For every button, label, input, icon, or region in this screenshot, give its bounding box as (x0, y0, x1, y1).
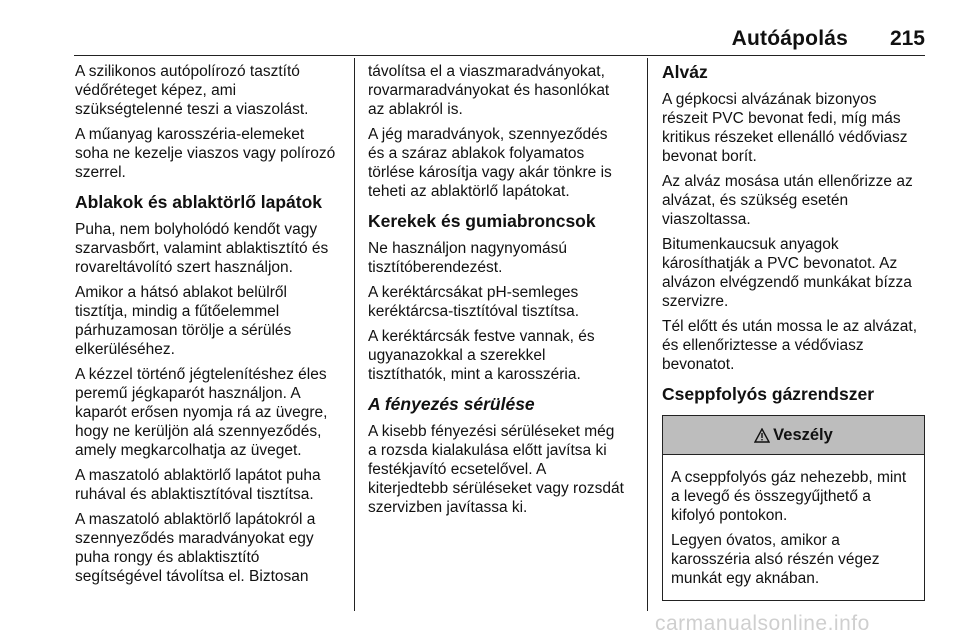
danger-box-body (663, 455, 924, 600)
warning-triangle-icon (754, 428, 770, 443)
paragraph: Az alváz mosása után ellenőrizze az alvázat, és szükség esetén viaszoltassa. (662, 173, 913, 228)
section-heading-windows: Ablakok és ablaktörlő lapátok (75, 192, 323, 212)
paragraph: A műanyag karosszéria-elemeket soha ne kezelje viaszos vagy polírozó szerrel. (75, 126, 336, 181)
column-divider (647, 58, 648, 611)
paragraph: A szilikonos autópolírozó tasztító védőréteget képez, ami szükségtelenné teszi a viaszolást. (75, 63, 309, 118)
page-number: 215 (889, 27, 925, 50)
section-heading-wheels: Kerekek és gumiabroncsok (368, 211, 596, 231)
column-divider (354, 58, 355, 611)
paragraph: Puha, nem bolyholódó kendőt vagy szarvasbőrt, valamint ablaktisztító és rovareltávolító szert használjon. (75, 221, 329, 276)
paragraph: Legyen óvatos, amikor a karosszéria alsó részén végez munkát egy aknában. (671, 532, 880, 587)
paragraph: Tél előtt és után mossa le az alvázat, és ellenőriztesse a védőviasz bevonatot. (662, 318, 918, 373)
paragraph: A gépkocsi alvázának bizonyos részeit PVC bevonat fedi, míg más kritikus részeket ellenálló védőviasz bevonat borít. (662, 91, 908, 165)
paragraph: távolítsa el a viaszmaradványokat, rovarmaradványokat és hasonlókat az ablakról is. (368, 63, 610, 118)
paragraph: A maszatoló ablaktörlő lapátokról a szennyeződés maradványokat egy puha rongy és ablaktisztító segítségével távolítsa el. Biztosan (75, 511, 316, 585)
danger-box-title: Veszély (773, 425, 833, 444)
paragraph: A maszatoló ablaktörlő lapátot puha ruhával és ablaktisztítóval tisztítsa. (75, 467, 321, 503)
header-divider (74, 55, 925, 56)
danger-box (662, 415, 925, 601)
page-header (0, 0, 960, 56)
watermark: carmanualsonline.info (655, 612, 870, 635)
paragraph: Amikor a hátsó ablakot belülről tisztítja, mindig a fűtőelemmel párhuzamosan törölje a sérülés elkerüléséhez. (75, 284, 292, 358)
paragraph: A keréktárcsákat pH-semleges keréktárcsa-tisztítóval tisztítsa. (368, 284, 580, 320)
column-1 (75, 62, 345, 592)
paragraph: A cseppfolyós gáz nehezebb, mint a levegő és összegyűjthető a kifolyó pontokon. (671, 469, 907, 524)
paragraph: A jég maradványok, szennyeződés és a száraz ablakok folyamatos törlése károsítja vagy akár tönkre is teheti az ablaktörlő lapátokat. (368, 126, 612, 200)
section-heading-paint-damage: A fényezés sérülése (368, 394, 535, 414)
column-3 (662, 62, 927, 601)
danger-box-header (663, 416, 924, 455)
paragraph: A kézzel történő jégtelenítéshez éles peremű jégkaparót használjon. A kaparót erősen nyomja rá az üvegre, hogy ne kerüljön alá szennyeződés, amely megkarcolhatja az üveget. (75, 366, 328, 459)
paragraph: A kisebb fényezési sérüléseket még a rozsda kialakulása előtt javítsa ki festékjavító ecsetelővel. A kiterjedtebb sérüléseket vagy rozsdát szervizben javítassa ki. (368, 423, 624, 516)
section-heading-lpg-system: Cseppfolyós gázrendszer (662, 384, 874, 404)
paragraph: Ne használjon nagynyomású tisztítóberendezést. (368, 240, 568, 276)
paragraph: A keréktárcsák festve vannak, és ugyanazokkal a szerekkel tisztíthatók, mint a karosszéria. (368, 328, 595, 383)
paragraph: Bitumenkaucsuk anyagok károsíthatják a PVC bevonatot. Az alvázon elvégzendő munkákat bízza szervizre. (662, 236, 912, 310)
column-2 (368, 62, 638, 523)
page-title: Autóápolás (731, 27, 848, 50)
section-heading-underbody: Alváz (662, 62, 708, 82)
